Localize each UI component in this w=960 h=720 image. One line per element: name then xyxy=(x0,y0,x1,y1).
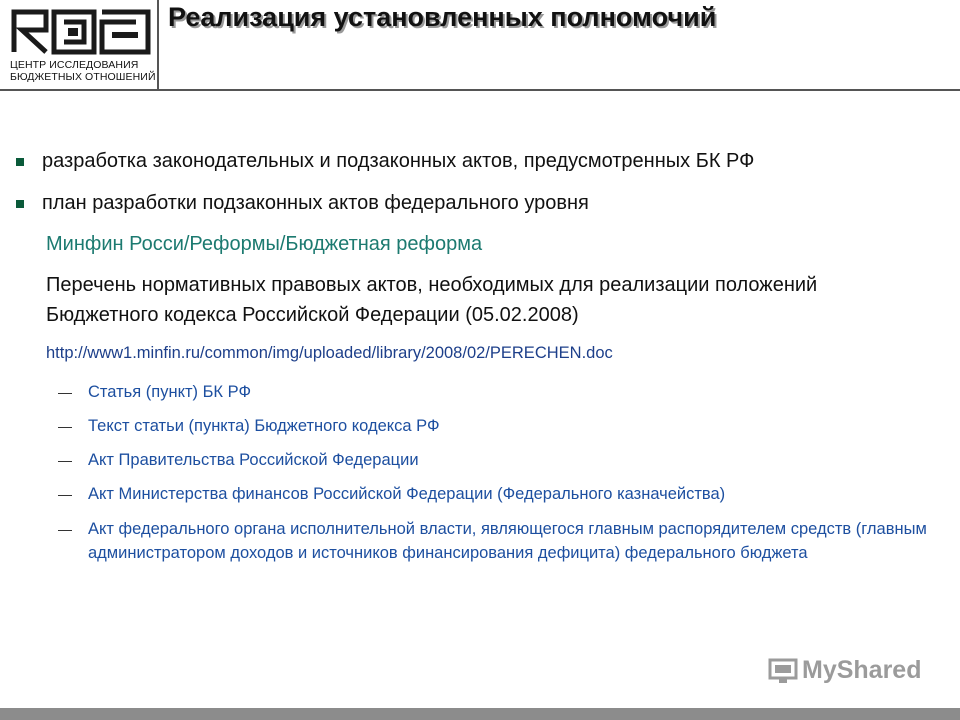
document-url-link[interactable]: http://www1.minfin.ru/common/img/uploaded/library/2008/02/PERECHEN.doc xyxy=(46,344,613,362)
square-bullet-icon xyxy=(16,158,24,166)
dash-icon xyxy=(58,393,72,394)
logo-mark-icon xyxy=(8,6,154,56)
bullet-text: разработка законодательных и подзаконных актов, предусмотренных БК РФ xyxy=(42,150,755,172)
dash-icon xyxy=(58,427,72,428)
watermark-text: MyShared xyxy=(802,656,922,684)
dash-icon xyxy=(58,495,72,496)
logo-subtitle xyxy=(10,59,156,83)
sub-list-item xyxy=(58,482,725,506)
logo-subtitle-line2: БЮДЖЕТНЫХ ОТНОШЕНИЙ xyxy=(10,71,156,83)
organization-logo xyxy=(4,4,154,88)
sub-item-text: Акт Министерства финансов Российской Федерации (Федерального казначейства) xyxy=(88,485,726,503)
breadcrumb-link[interactable]: Минфин Росси/Реформы/Бюджетная реформа xyxy=(46,233,483,255)
logo-subtitle-line1: ЦЕНТР ИССЛЕДОВАНИЯ xyxy=(10,59,139,71)
dash-icon xyxy=(58,530,72,531)
dash-icon xyxy=(58,461,72,462)
bullet-item xyxy=(16,150,754,173)
square-bullet-icon xyxy=(16,200,24,208)
bullet-item xyxy=(16,192,589,215)
sub-item-text: Статья (пункт) БК РФ xyxy=(88,383,251,401)
sub-item-text: Акт Правительства Российской Федерации xyxy=(88,451,419,469)
bullet-text: план разработки подзаконных актов федерального уровня xyxy=(42,192,589,214)
sub-list-item xyxy=(58,380,251,404)
sub-item-text: Текст статьи (пункта) Бюджетного кодекса РФ xyxy=(88,417,440,435)
myshared-watermark xyxy=(768,656,921,685)
header-vertical-divider xyxy=(157,0,159,90)
sub-list-item xyxy=(58,448,419,472)
document-description: Перечень нормативных правовых актов, необходимых для реализации положений Бюджетного кодекса Российской Федерации (05.02.2008) xyxy=(46,274,818,326)
header-horizontal-divider xyxy=(0,89,960,91)
footer-bar xyxy=(0,708,960,720)
sub-item-text: Акт федерального органа исполнительной власти, являющегося главным распорядителем средств (главным администратором доходов и источников финансирования дефицита) федерального бюджета xyxy=(88,520,927,562)
sub-list-item xyxy=(58,517,948,565)
myshared-screen-icon xyxy=(768,658,798,684)
slide-title: Реализация установленных полномочий xyxy=(168,2,717,32)
sub-list-item xyxy=(58,414,440,438)
